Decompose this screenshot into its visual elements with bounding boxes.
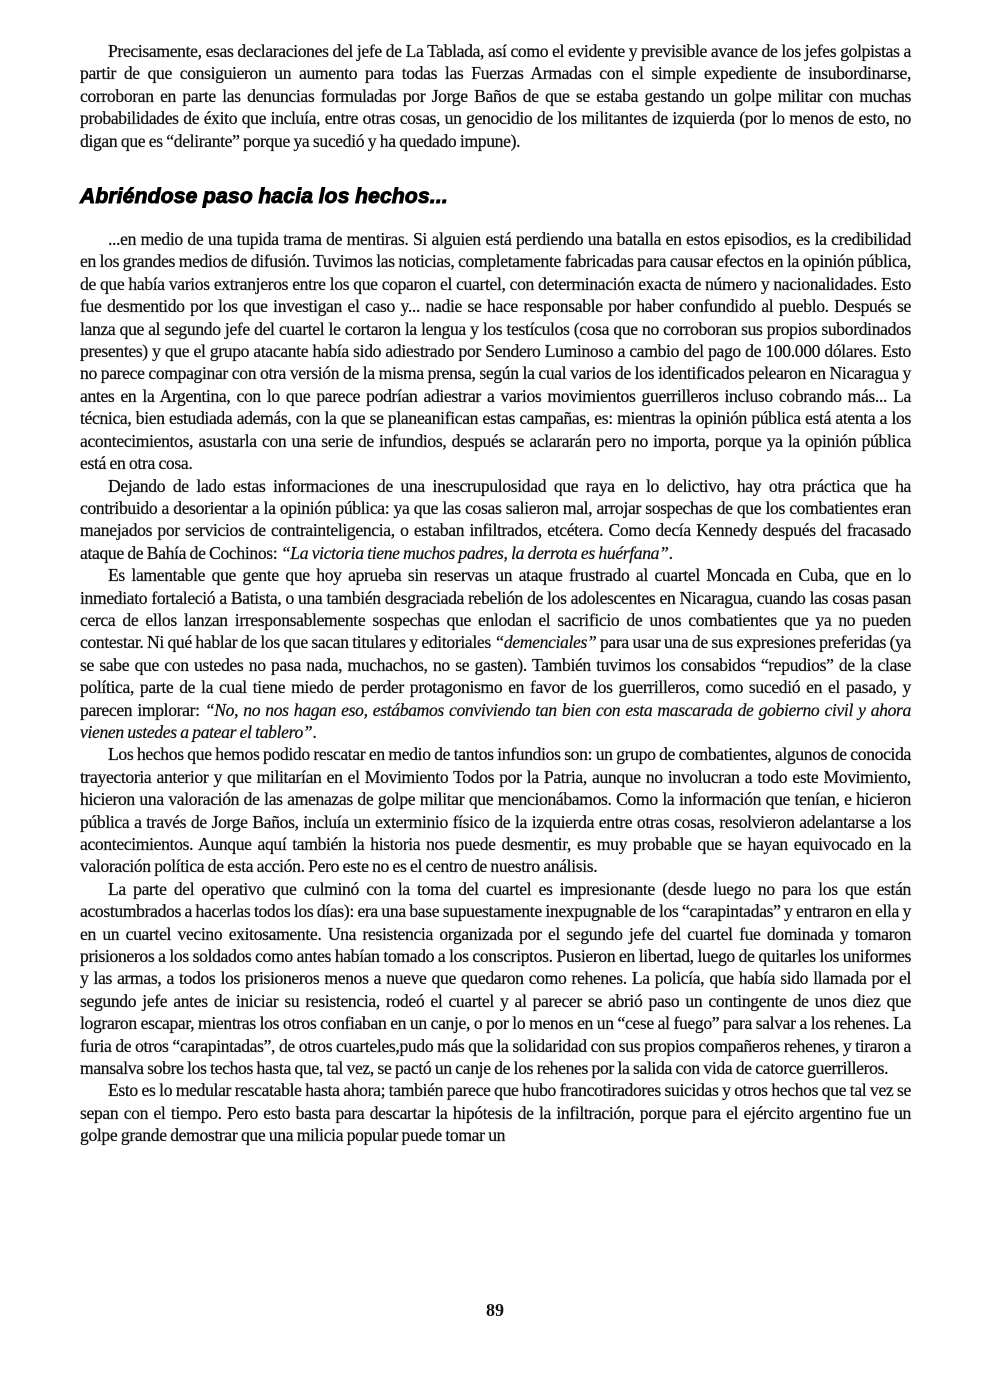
quoted-term: “demenciales” xyxy=(494,632,597,653)
text-segment: . xyxy=(312,721,317,742)
paragraph-6 xyxy=(80,1079,911,1146)
paragraph-3 xyxy=(80,564,911,743)
text-segment: Es lamentable que gente que hoy aprueba sin reservas un ataque frustrado al cuartel Moncada en Cuba, que en lo inmediato fortaleció a Batista, o una también desgraciada rebelión de los adolescentes en Nicaragua, cuando las cosas pasan cerca de ellos lanzan irresponsablemente sospechas que enlodan el sacrificio de unos combatientes que ya no pueden contestar. Ni qué hablar de los que sacan titulares y editoriales xyxy=(80,565,911,653)
text-segment: para usar una de sus expresiones preferidas (ya se sabe que con ustedes no pasa nada, muchachos, no se gasten). También tuvimos los consabidos “repudios” de la clase política, parte de la cual tiene miedo de perder protagonismo en favor de los guerrilleros, como sucedió en el pasado, y parecen implorar: xyxy=(80,632,912,720)
paragraph-5 xyxy=(80,878,911,1080)
paragraph-1 xyxy=(80,228,911,474)
page-body xyxy=(80,40,911,1147)
text-segment: Esto es lo medular rescatable hasta ahora; también parece que hubo francotiradores suicidas y otros hechos que tal vez se sepan con el tiempo. Pero esto basta para descartar la hipótesis de la infiltración, porque para el ejército argentino fue un golpe grande demostrar que una milicia popular puede tomar un xyxy=(80,1080,911,1146)
text-segment: Los hechos que hemos podido rescatar en medio de tantos infundios son: un grupo de combatientes, algunos de conocida trayectoria anterior y que militarían en el Movimiento Todos por la Patria, aunque no involucran a todo este Movimiento, hicieron una valoración de las amenazas de golpe militar que mencionábamos. Como la información que tenían, e hicieron pública a través de Jorge Baños, incluía un exterminio físico de la izquierda entre otras cosas, resolvieron adelantarse a los acontecimientos. Aunque aquí también la historia nos puede desmentir, es muy probable que se hayan equivocado en la valoración política de esta acción. Pero este no es el centro de nuestro análisis. xyxy=(80,744,911,877)
section-heading: Abriéndose paso hacia los hechos... xyxy=(80,185,448,209)
paragraph-2 xyxy=(80,475,911,565)
paragraph-4 xyxy=(80,743,911,877)
kennedy-quote: “La victoria tiene muchos padres, la derrota es huérfana” xyxy=(280,542,669,563)
text-segment: ...en medio de una tupida trama de mentiras. Si alguien está perdiendo una batalla en estos episodios, es la credibilidad en los grandes medios de difusión. Tuvimos las noticias, completamente fabricadas para causar efectos en la opinión pública, de que había varios extranjeros entre los que coparon el cuartel, con determinación exacta de número y nacionalidades. Esto fue desmentido por los que investigan el caso y... nadie se hace responsable por haber confundido al pueblo. Después se lanza que al segundo jefe del cuartel le cortaron la lengua y los testículos (cosa que no corroboran sus propios subordinados presentes) y que el grupo atacante había sido adiestrado por Sendero Luminoso a cambio del pago de 100.000 dólares. Esto no parece compaginar con otra versión de la misma prensa, según la cual varios de los identificados pelearon en Nicaragua y antes en la Argentina, con lo que parece podrían adiestrar a varios movimientos guerrilleros incluso cobrando más... La técnica, bien estudiada además, con la que se planeanifican estas campañas, es: mientras la opinión pública está atenta a los acontecimientos, asustarla con una serie de infundios, después se aclararán pero no importa, porque ya la opinión pública está en otra cosa. xyxy=(80,229,911,474)
text-segment: . xyxy=(668,542,673,563)
paragraph-intro xyxy=(80,40,911,152)
implore-quote: “No, no nos hagan eso, estábamos conviviendo tan bien con esta mascarada de gobierno civil y ahora vienen ustedes a patear el tablero” xyxy=(80,699,912,742)
text-segment: Precisamente, esas declaraciones del jefe de La Tablada, así como el evidente y previsible avance de los jefes golpistas a partir de que consiguieron un aumento para todas las Fuerzas Armadas con el simple expediente de insubordinarse, corroboran en parte las denuncias formuladas por Jorge Baños de que se estaba gestando un golpe militar con muchas probabilidades de éxito que incluía, entre otras cosas, un genocidio de los militantes de izquierda (por lo menos de esto, no digan que es “delirante” porque ya sucedió y ha quedado impune). xyxy=(80,41,911,151)
page-number: 89 xyxy=(486,1300,504,1320)
text-segment: La parte del operativo que culminó con la toma del cuartel es impresionante (desde luego no para los que están acostumbrados a hacerlas todos los días): era una base supuestamente inexpugnable de los “carapintadas” y entraron en ella y en un cuartel vecino exitosamente. Una resistencia organizada por el segundo jefe del cuartel fue dominada y tomaron prisioneros a los soldados como antes habían tomado a los conscriptos. Pusieron en libertad, luego de quitarles los uniformes y las armas, a todos los prisioneros menos a nueve que quedaron como rehenes. La policía, que había sido llamada por el segundo jefe antes de iniciar su resistencia, rodeó el cuartel y al parecer se abrió paso un contingente de unos diez que lograron escapar, mientras los otros confiaban en un canje, o por lo menos en un “cese al fuego” para salvar a los rehenes. La furia de otros “carapintadas”, de otros cuarteles,pudo más que la solidaridad con sus propios compañeros rehenes, y tiraron a mansalva sobre los techos hasta que, tal vez, se pactó un canje de los rehenes por la salida con vida de catorce guerrilleros. xyxy=(80,878,911,1079)
text-segment: Dejando de lado estas informaciones de una inescrupulosidad que raya en lo delictivo, hay otra práctica que ha contribuido a desorientar a la opinión pública: ya que las cosas salieron mal, arrojar sospechas de que los combatientes eran manejados por servicios de contrainteligencia, o estaban infiltrados, etcétera. Como decía Kennedy después del fracasado ataque de Bahía de Cochinos: xyxy=(80,475,911,563)
